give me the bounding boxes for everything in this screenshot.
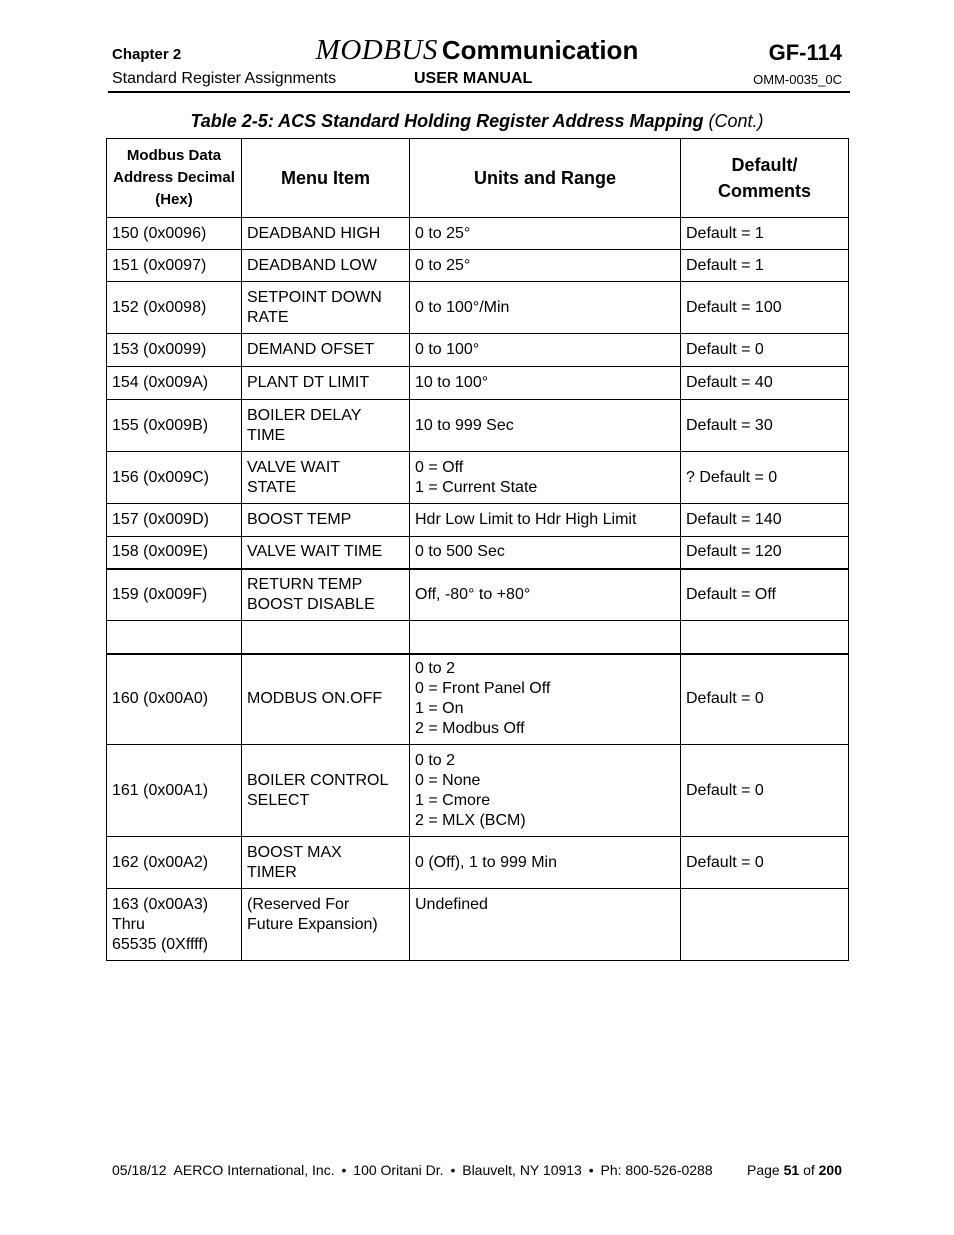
cell-units: 0 to 2 0 = None 1 = Cmore 2 = MLX (BCM): [410, 745, 681, 837]
table-caption-cont: (Cont.): [708, 111, 764, 131]
cell-default: Default = 0: [681, 745, 849, 837]
footer-company: AERCO International, Inc.: [173, 1162, 335, 1178]
column-header-units: Units and Range: [410, 139, 681, 218]
cell-units: Hdr Low Limit to Hdr High Limit: [410, 504, 681, 537]
cell-menu-item: RETURN TEMP BOOST DISABLE: [242, 569, 410, 621]
table-row: [107, 250, 849, 282]
cell-menu-item: MODBUS ON.OFF: [242, 654, 410, 745]
cell-default: Default = 100: [681, 282, 849, 334]
footer-address-street: 100 Oritani Dr.: [353, 1162, 444, 1178]
table-caption: [0, 111, 954, 132]
cell-units: 0 to 2 0 = Front Panel Off 1 = On 2 = Modbus Off: [410, 654, 681, 745]
page-footer: [112, 1162, 713, 1178]
column-header-default: Default/ Comments: [681, 139, 849, 218]
model-number: GF-114: [768, 40, 842, 65]
cell-default: Default = Off: [681, 569, 849, 621]
table-row: [107, 654, 849, 745]
cell-units: [410, 621, 681, 654]
cell-default: [681, 889, 849, 961]
cell-default: Default = 0: [681, 334, 849, 367]
cell-default: Default = 40: [681, 367, 849, 400]
cell-address: 161 (0x00A1): [107, 745, 242, 837]
title-modbus: MODBUS: [315, 34, 438, 66]
cell-menu-item: DEADBAND HIGH: [242, 218, 410, 250]
cell-default: Default = 120: [681, 537, 849, 569]
title-communication: Communication: [441, 35, 639, 65]
cell-default: Default = 1: [681, 218, 849, 250]
footer-date: 05/18/12: [112, 1162, 167, 1178]
cell-default: ? Default = 0: [681, 452, 849, 504]
cell-menu-item: SETPOINT DOWN RATE: [242, 282, 410, 334]
section-title: Standard Register Assignments: [112, 70, 337, 87]
cell-menu-item: BOILER CONTROL SELECT: [242, 745, 410, 837]
table-row: [107, 621, 849, 654]
table-row: [107, 504, 849, 537]
table-row: [107, 837, 849, 889]
cell-menu-item: DEMAND OFSET: [242, 334, 410, 367]
cell-menu-item: [242, 621, 410, 654]
column-header-address: Modbus Data Address Decimal (Hex): [107, 139, 242, 218]
page-number: Page 51 of 200: [747, 1162, 842, 1178]
header-divider: [108, 91, 850, 93]
cell-units: 0 to 25°: [410, 218, 681, 250]
cell-default: Default = 0: [681, 654, 849, 745]
cell-address: 153 (0x0099): [107, 334, 242, 367]
table-row: [107, 334, 849, 367]
bullet-icon: •: [588, 1162, 594, 1178]
manual-label: USER MANUAL: [414, 70, 533, 87]
table-row: [107, 537, 849, 569]
cell-menu-item: VALVE WAIT STATE: [242, 452, 410, 504]
cell-default: Default = 30: [681, 400, 849, 452]
cell-address: 152 (0x0098): [107, 282, 242, 334]
cell-menu-item: BOILER DELAY TIME: [242, 400, 410, 452]
table-row: [107, 400, 849, 452]
table-caption-title: Table 2-5: ACS Standard Holding Register Address Mapping: [190, 111, 704, 131]
cell-default: Default = 1: [681, 250, 849, 282]
cell-address: [107, 621, 242, 654]
column-header-menu-item: Menu Item: [242, 139, 410, 218]
table-row: [107, 218, 849, 250]
cell-menu-item: DEADBAND LOW: [242, 250, 410, 282]
table-row: [107, 569, 849, 621]
cell-address: 163 (0x00A3) Thru 65535 (0Xffff): [107, 889, 242, 961]
cell-menu-item: (Reserved For Future Expansion): [242, 889, 410, 961]
table-header-row: [107, 139, 849, 218]
cell-units: 0 (Off), 1 to 999 Min: [410, 837, 681, 889]
cell-units: Undefined: [410, 889, 681, 961]
cell-units: 0 to 100°: [410, 334, 681, 367]
page-current: 51: [783, 1162, 800, 1178]
cell-address: 158 (0x009E): [107, 537, 242, 569]
cell-address: 160 (0x00A0): [107, 654, 242, 745]
cell-units: 0 to 500 Sec: [410, 537, 681, 569]
cell-address: 159 (0x009F): [107, 569, 242, 621]
page-total: 200: [818, 1162, 842, 1178]
table-body: [107, 218, 849, 961]
table-row: [107, 282, 849, 334]
bullet-icon: •: [341, 1162, 347, 1178]
footer-phone: Ph: 800-526-0288: [600, 1162, 713, 1178]
chapter-label: Chapter 2: [112, 46, 182, 63]
table-row: [107, 367, 849, 400]
table-row: [107, 889, 849, 961]
cell-units: 0 to 25°: [410, 250, 681, 282]
cell-menu-item: BOOST MAX TIMER: [242, 837, 410, 889]
register-table: [106, 138, 849, 961]
cell-default: Default = 140: [681, 504, 849, 537]
document-number: OMM-0035_0C: [753, 72, 842, 87]
cell-address: 162 (0x00A2): [107, 837, 242, 889]
cell-address: 154 (0x009A): [107, 367, 242, 400]
cell-address: 155 (0x009B): [107, 400, 242, 452]
table-row: [107, 745, 849, 837]
cell-menu-item: BOOST TEMP: [242, 504, 410, 537]
cell-default: Default = 0: [681, 837, 849, 889]
cell-units: 10 to 100°: [410, 367, 681, 400]
cell-address: 151 (0x0097): [107, 250, 242, 282]
cell-address: 150 (0x0096): [107, 218, 242, 250]
cell-address: 157 (0x009D): [107, 504, 242, 537]
cell-address: 156 (0x009C): [107, 452, 242, 504]
footer-address-city: Blauvelt, NY 10913: [462, 1162, 582, 1178]
cell-default: [681, 621, 849, 654]
table-row: [107, 452, 849, 504]
bullet-icon: •: [450, 1162, 456, 1178]
cell-units: Off, -80° to +80°: [410, 569, 681, 621]
cell-units: 0 = Off 1 = Current State: [410, 452, 681, 504]
cell-units: 10 to 999 Sec: [410, 400, 681, 452]
cell-menu-item: PLANT DT LIMIT: [242, 367, 410, 400]
cell-menu-item: VALVE WAIT TIME: [242, 537, 410, 569]
cell-units: 0 to 100°/Min: [410, 282, 681, 334]
